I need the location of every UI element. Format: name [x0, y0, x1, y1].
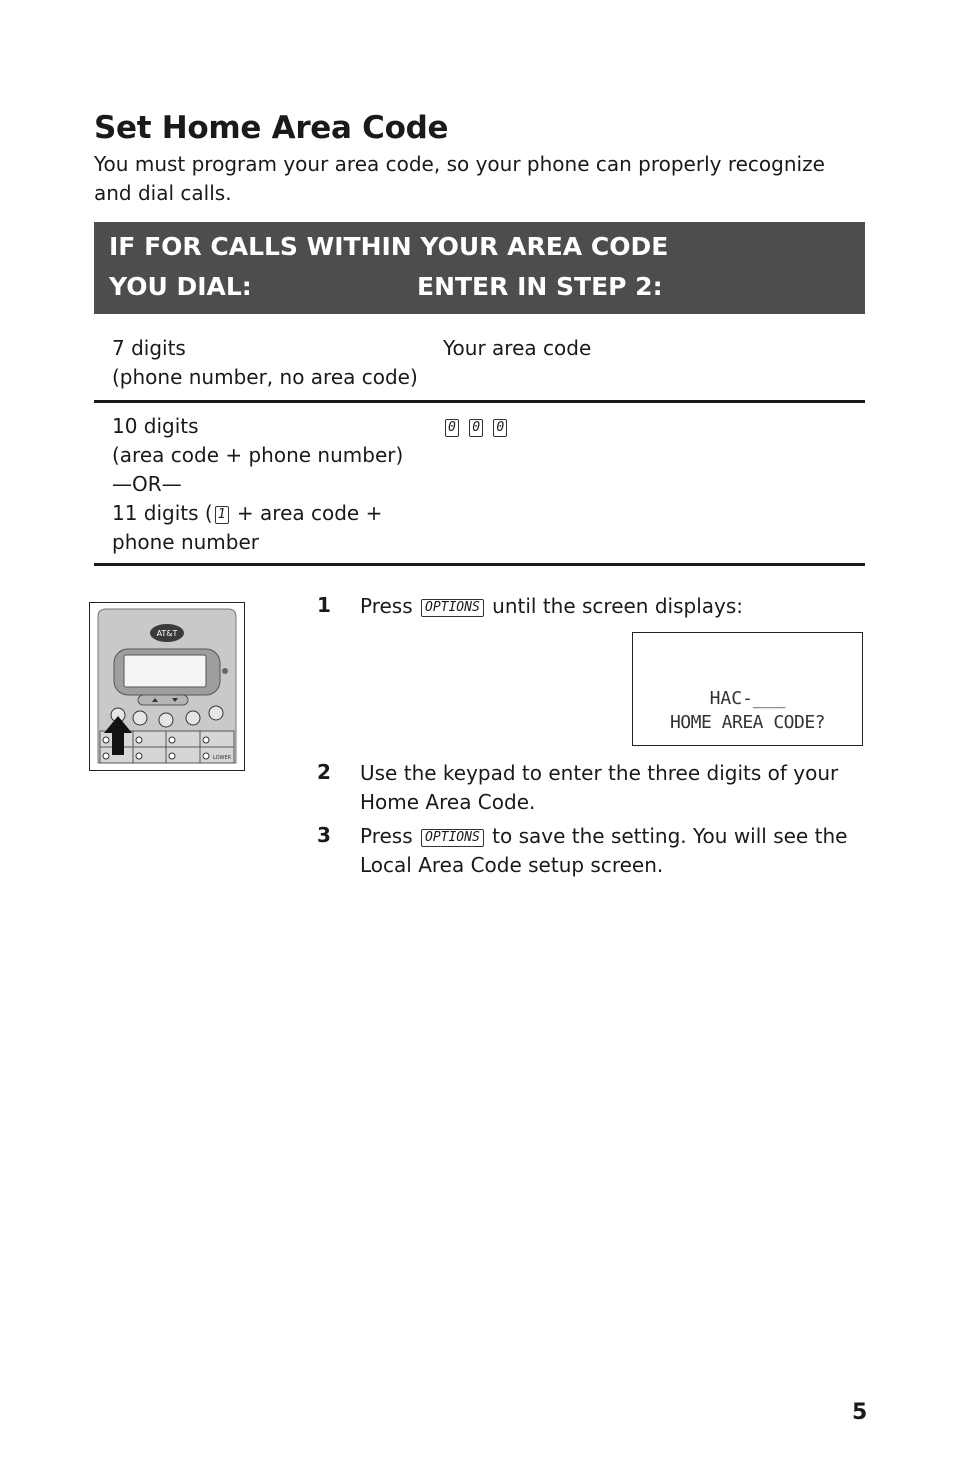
dial-line	[112, 499, 432, 528]
dial-cell	[112, 412, 432, 557]
lower-label: LOWER	[213, 755, 232, 761]
step-text	[360, 592, 860, 621]
dial-line: (area code + phone number)	[112, 443, 404, 467]
step-number: 2	[317, 760, 331, 784]
enter-cell	[443, 412, 843, 441]
table-header-title: IF FOR CALLS WITHIN YOUR AREA CODE	[109, 232, 669, 261]
dial-line-text: 11 digits (	[112, 501, 213, 525]
dial-line: (phone number, no area code)	[112, 365, 418, 389]
key-1-icon: 1	[215, 506, 229, 524]
key-0-icon: 0	[493, 419, 507, 437]
step-text-part: to save the setting. You will see the Local Area Code setup screen.	[360, 824, 848, 877]
enter-value: Your area code	[443, 336, 592, 360]
page-number: 5	[852, 1400, 868, 1425]
step-number: 3	[317, 823, 331, 847]
options-key-icon: OPTIONS	[421, 829, 484, 847]
lcd-screen	[632, 632, 863, 746]
table-header-you-dial: YOU DIAL:	[109, 272, 252, 301]
key-0-icon: 0	[445, 419, 459, 437]
step-text: Use the keypad to enter the three digits of your Home Area Code.	[360, 761, 839, 814]
step-number: 1	[317, 593, 331, 617]
step-text-part: Press	[360, 824, 419, 848]
lcd-line: HAC-___	[709, 688, 786, 709]
enter-cell	[443, 334, 843, 363]
options-key-icon: OPTIONS	[421, 599, 484, 617]
dial-line: 7 digits	[112, 336, 186, 360]
step-text	[360, 822, 860, 880]
table-header-enter-in-step: ENTER IN STEP 2:	[417, 272, 663, 301]
step-text-part: Press	[360, 594, 419, 618]
table-row	[94, 334, 865, 403]
lcd-line: HOME AREA CODE?	[669, 712, 826, 733]
step-text-part: until the screen displays:	[485, 594, 744, 618]
dial-line-text: + area code +	[230, 501, 383, 525]
logo-text: AT&T	[156, 629, 178, 638]
dial-line-or: —OR—	[112, 472, 182, 496]
dial-line: 10 digits	[112, 414, 199, 438]
intro-paragraph: You must program your area code, so your phone can properly recognize and dial calls.	[94, 152, 825, 205]
phone-base-icon	[90, 603, 244, 770]
table-row	[94, 412, 865, 566]
dial-cell	[112, 334, 432, 392]
phone-illustration	[89, 602, 245, 771]
page-title: Set Home Area Code	[94, 110, 449, 146]
key-0-icon: 0	[469, 419, 483, 437]
dial-line: phone number	[112, 530, 260, 554]
table-header	[94, 222, 865, 314]
